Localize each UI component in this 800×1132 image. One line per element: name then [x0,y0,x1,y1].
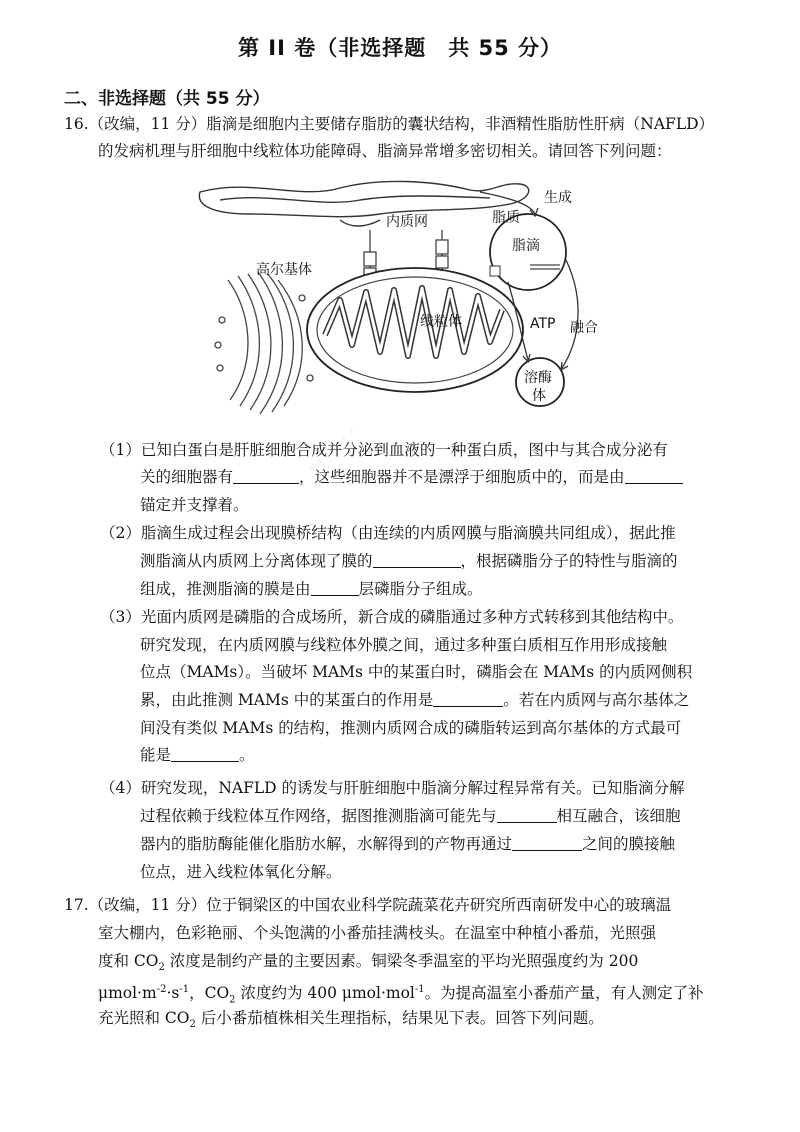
text: 过程依赖于线粒体互作网络，据图推测脂滴可能先与 [140,807,497,825]
mitochondrion-shape [307,268,523,392]
er-shape [199,181,528,226]
q16-part4-line4: 位点，进入线粒体氧化分解。 [140,863,342,881]
subscript: 2 [158,962,165,974]
text: 器内的脂肪酶能催化脂肪水解，水解得到的产物再通过 [140,835,513,853]
text: ，CO [189,984,230,1003]
text: 。 [239,746,255,764]
q17-line1: 17.（改编，11 分）位于铜梁区的中国农业科学院蔬菜花卉研究所西南研发中心的玻璃温 [64,896,672,914]
answer-blank-5[interactable] [433,692,503,707]
answer-blank-6[interactable] [171,747,239,762]
q16-part1-line3: 锚定并支撑着。 [140,496,249,514]
text: 组成，推测脂滴的膜是由 [140,580,311,598]
q16-part2-line3 [140,579,483,599]
text: 后小番茄植株相关生理指标，结果见下表。回答下列问题。 [195,1009,604,1027]
q17-line4 [98,980,704,1010]
text: 相互融合，该细胞 [556,807,681,825]
label-lipid: 脂质 [492,210,520,226]
page-title: 第 II 卷（非选择题 共 55 分） [237,36,563,60]
text: ，这些细胞器并不是漂浮于细胞质中的，而是由 [299,468,625,486]
label-generate: 生成 [544,190,572,206]
q16-part4-line1: （4）研究发现，NAFLD 的诱发与肝脏细胞中脂滴分解过程异常有关。已知脂滴分解 [100,779,685,797]
superscript: -1 [179,984,190,995]
text: 之间的膜接触 [582,835,676,853]
answer-blank-3[interactable] [373,553,461,568]
text: 。为提高温室小番茄产量，有人测定了补 [424,984,704,1003]
text: 度和 CO [98,952,159,970]
q16-part3-line2: 研究发现，在内质网膜与线粒体外膜之间，通过多种蛋白质相互作用形成接触 [140,636,668,654]
q16-part3-line3: 位点（MAMs）。当破坏 MAMs 中的某蛋白时，磷脂会在 MAMs 的内质网侧积 [140,663,693,681]
label-golgi: 高尔基体 [256,262,312,278]
label-atp: ATP [530,316,556,332]
q16-part4-line2 [140,806,681,826]
q16-part3-line6 [140,745,255,765]
subscript: 2 [229,994,236,1006]
golgi-shape [215,272,313,414]
q16-part2-line1: （2）脂滴生成过程会出现膜桥结构（由连续的内质网膜与脂滴膜共同组成），据此推 [100,524,676,542]
q16-part1-line2 [140,467,683,487]
text: 关的细胞器有 [140,468,234,486]
text: ，根据磷脂分子的特性与脂滴的 [460,552,678,570]
section-heading: 二、非选择题（共 55 分） [64,89,270,109]
q16-stem-line1: 16.（改编，11 分）脂滴是细胞内主要储存脂肪的囊状结构，非酒精性脂肪性肝病（NAFLD） [64,115,715,133]
q16-part3-line1: （3）光面内质网是磷脂的合成场所，新合成的磷脂通过多种方式转移到其他结构中。 [100,608,684,626]
answer-blank-4[interactable] [311,581,359,596]
text: ·s [166,984,180,1003]
text: 。若在内质网与高尔基体之 [503,691,690,709]
text: 层磷脂分子组成。 [358,580,483,598]
q17-line3 [98,951,638,978]
answer-blank-2[interactable] [625,469,683,484]
label-lysosome-1: 溶酶 [524,370,552,386]
q16-part3-line5: 间没有类似 MAMs 的结构，推测内质网合成的磷脂转运到高尔基体的方式最可 [140,719,682,737]
text: 能是 [140,746,172,764]
superscript: -1 [414,984,425,995]
text: 测脂滴从内质网上分离体现了膜的 [140,552,373,570]
superscript: -2 [156,984,167,995]
answer-blank-8[interactable] [512,836,582,851]
q16-stem-line2: 的发病机理与肝细胞中线粒体功能障碍、脂滴异常增多密切相关。请回答下列问题： [98,142,672,160]
text: 充光照和 CO [98,1009,190,1027]
text: 浓度是制约产量的主要因素。铜梁冬季温室的平均光照强度约为 200 [164,952,639,970]
q16-part1-line1: （1）已知白蛋白是肝脏细胞合成并分泌到血液的一种蛋白质，图中与其合成分泌有 [100,441,668,459]
answer-blank-7[interactable] [497,808,557,823]
text: 浓度约为 400 μmol·mol [235,984,415,1003]
label-er: 内质网 [386,214,428,230]
cell-organelle-diagram [190,170,620,425]
text: μmol·m [98,984,157,1003]
label-mitochondrion: 线粒体 [420,314,462,330]
subscript: 2 [189,1019,196,1031]
q16-part3-line4 [140,690,689,710]
label-droplet: 脂滴 [512,238,540,254]
q17-line5 [98,1008,604,1035]
text: 累，由此推测 MAMs 中的某蛋白的作用是 [140,691,434,709]
label-lysosome-2: 体 [532,388,546,404]
q17-line2: 室大棚内，色彩艳丽、个头饱满的小番茄挂满枝头。在温室中种植小番茄，光照强 [98,924,657,942]
q16-part2-line2 [140,551,678,571]
label-fusion: 融合 [570,320,598,336]
q16-part4-line3 [140,834,675,854]
answer-blank-1[interactable] [233,469,299,484]
